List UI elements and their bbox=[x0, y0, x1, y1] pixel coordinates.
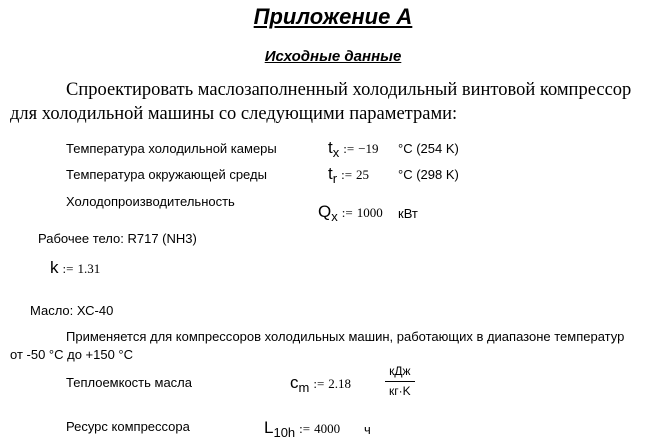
resource-label: Ресурс компрессора bbox=[66, 419, 190, 434]
oil-heat-capacity-value: 2.18 bbox=[328, 376, 352, 391]
k-symbol: k bbox=[50, 258, 59, 277]
application-line-1: Применяется для компрессоров холодильных машин, работающих в диапазоне температур bbox=[66, 329, 625, 344]
oil-heat-capacity-symbol: $c_m$ bbox=[290, 373, 310, 395]
capacity-unit: кВт bbox=[398, 206, 418, 221]
capacity-formula bbox=[318, 202, 383, 224]
assign-operator: := bbox=[341, 205, 353, 220]
assign-operator: := bbox=[341, 167, 353, 182]
cold-room-temp-unit: °C (254 K) bbox=[398, 141, 459, 156]
assign-operator: := bbox=[343, 141, 355, 156]
cold-room-temp-label: Температура холодильной камеры bbox=[66, 141, 277, 156]
assign-operator: := bbox=[313, 376, 325, 391]
application-line-2: от -50 °C до +150 °C bbox=[10, 347, 134, 362]
assign-operator: := bbox=[62, 261, 74, 276]
k-formula bbox=[50, 258, 100, 278]
oil-heat-capacity-label: Теплоемкость масла bbox=[66, 375, 192, 390]
assign-operator: := bbox=[299, 421, 311, 436]
oil-heat-capacity-unit bbox=[385, 364, 415, 399]
resource-unit: ч bbox=[364, 422, 371, 437]
working-fluid: Рабочее тело: R717 (NH3) bbox=[38, 231, 197, 246]
ambient-temp-unit: °C (298 K) bbox=[398, 167, 459, 182]
oil-brand: Масло: ХС-40 bbox=[30, 303, 114, 318]
ambient-temp-label: Температура окружающей среды bbox=[66, 167, 267, 182]
intro-line-1: Спроектировать маслозаполненный холодильный винтовой компрессор bbox=[66, 80, 632, 100]
capacity-value: 1000 bbox=[356, 205, 383, 220]
capacity-label: Холодопроизводительность bbox=[66, 194, 235, 209]
unit-denominator: кг·K bbox=[389, 384, 411, 398]
unit-numerator: кДж bbox=[385, 364, 414, 382]
capacity-symbol: $Q_x$ bbox=[318, 202, 338, 224]
k-value: 1.31 bbox=[77, 261, 101, 276]
oil-heat-capacity-formula bbox=[290, 373, 351, 395]
resource-formula bbox=[264, 418, 340, 440]
page-subtitle: Исходные данные bbox=[264, 48, 402, 65]
ambient-temp-formula bbox=[328, 164, 369, 186]
cold-room-temp-symbol: $t_x$ bbox=[328, 138, 340, 160]
cold-room-temp-formula bbox=[328, 138, 379, 160]
resource-value: 4000 bbox=[314, 421, 341, 436]
cold-room-temp-value: −19 bbox=[358, 141, 379, 156]
resource-symbol: $L_{10h}$ bbox=[264, 418, 296, 440]
ambient-temp-symbol: $t_r$ bbox=[328, 164, 338, 186]
ambient-temp-value: 25 bbox=[356, 167, 370, 182]
page-title: Приложение А bbox=[253, 4, 413, 29]
intro-line-2: для холодильной машины со следующими параметрами: bbox=[10, 104, 458, 124]
